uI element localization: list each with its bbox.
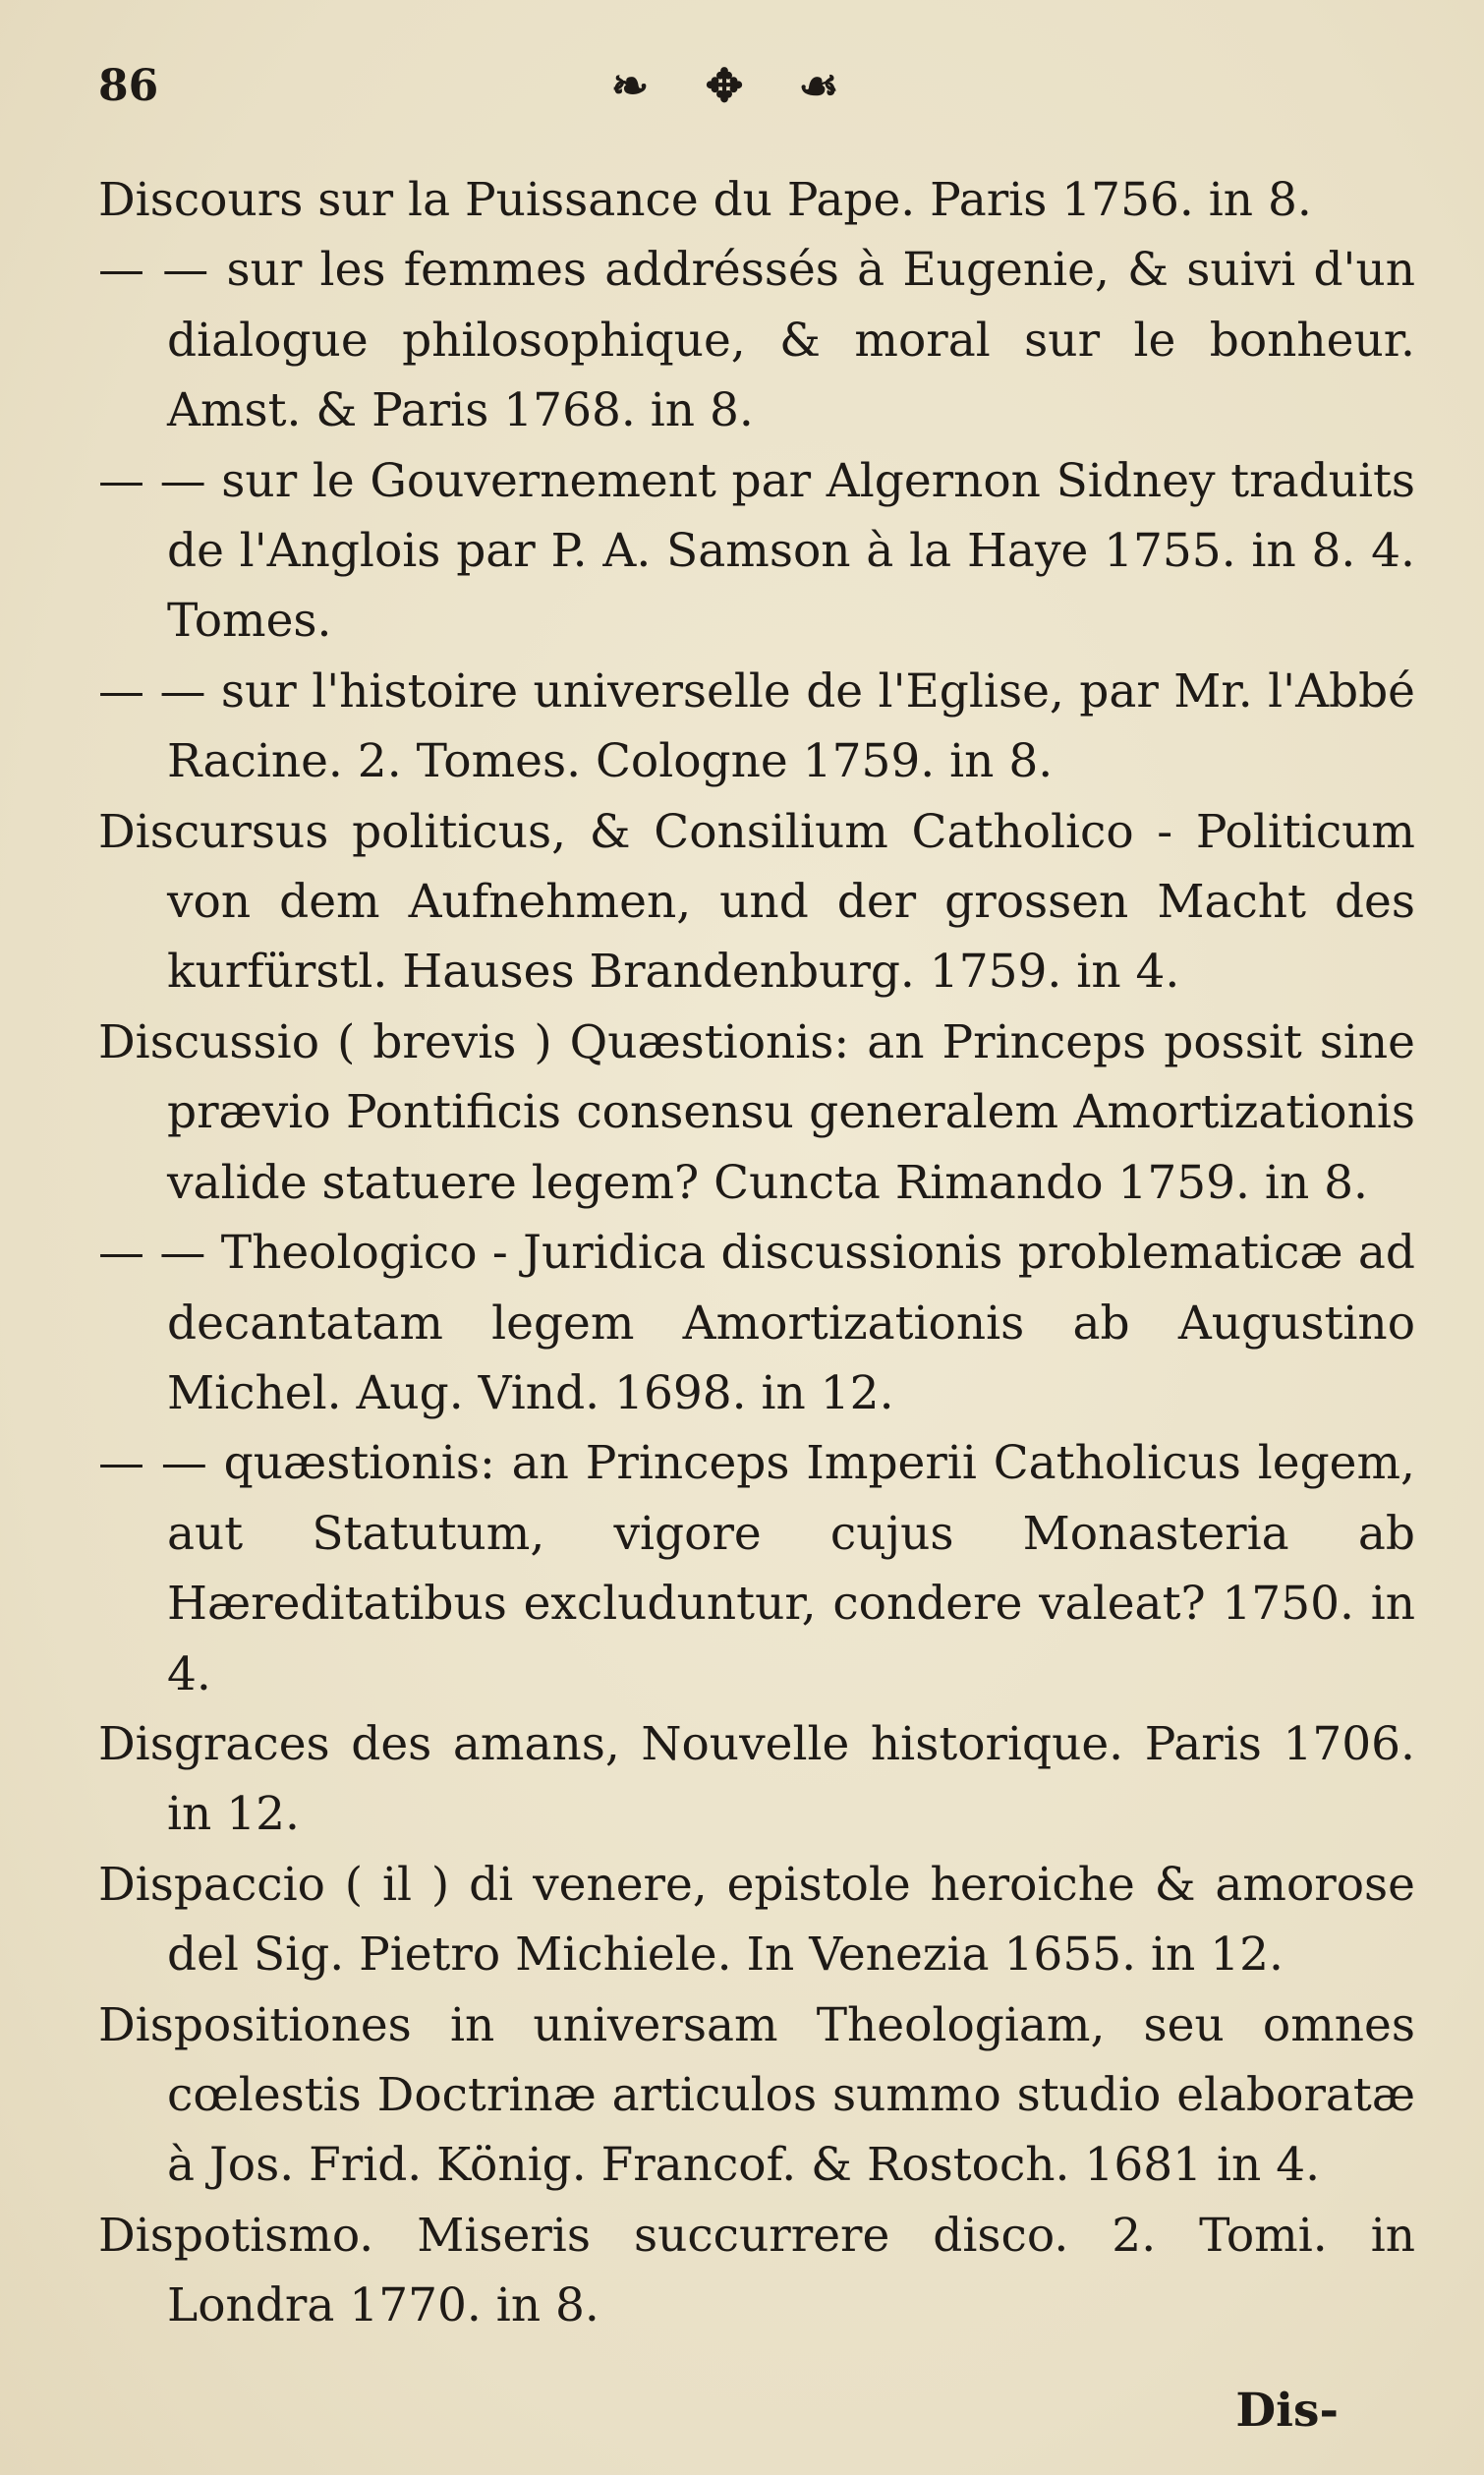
page-number: 86 — [98, 61, 159, 111]
catalog-entry: Dispositiones in universam Theologiam, seu omnes cœlestis Doctrinæ articulos summo studio elaboratæ à Jos. Frid. König. Francof. & Rostoch. 1681 in 4. — [98, 1997, 1415, 2193]
catalog-entry: — — quæstionis: an Princeps Imperii Catholicus legem, aut Statutum, vigore cujus Monasteria ab Hæreditatibus excluduntur, condere valeat? 1750. in 4. — [98, 1436, 1415, 1701]
ornament-left-icon: ❧ — [610, 59, 650, 112]
catalog-entry: Discussio ( brevis ) Quæstionis: an Princeps possit sine prævio Pontificis consensu generalem Amortizationis valide statuere legem? Cuncta Rimando 1759. in 8. — [98, 1014, 1415, 1210]
ornament-right-icon: ☙ — [798, 59, 839, 112]
catalog-entry: — — sur l'histoire universelle de l'Eglise, par Mr. l'Abbé Racine. 2. Tomes. Cologne 1759. in 8. — [98, 663, 1415, 789]
catalog-entry: Discursus politicus, & Consilium Catholico - Politicum von dem Aufnehmen, und der grossen Macht des kurfürstl. Hauses Brandenburg. 1759. in 4. — [98, 804, 1415, 1000]
catalog-entries — [98, 165, 1415, 2341]
catalog-entry: — — sur les femmes addréssés à Eugenie, & suivi d'un dialogue philosophique, & moral sur le bonheur. Amst. & Paris 1768. in 8. — [98, 243, 1415, 438]
catalog-entry: Discours sur la Puissance du Pape. Paris 1756. in 8. — [98, 173, 1312, 227]
catalog-entry: Dispaccio ( il ) di venere, epistole heroiche & amorose del Sig. Pietro Michiele. In Venezia 1655. in 12. — [98, 1857, 1415, 1983]
catalog-entry: Disgraces des amans, Nouvelle historique. Paris 1706. in 12. — [98, 1716, 1415, 1842]
catalog-entry: — — sur le Gouvernement par Algernon Sidney traduits de l'Anglois par P. A. Samson à la Haye 1755. in 8. 4. Tomes. — [98, 453, 1415, 649]
ornament-center-icon: ✥ — [705, 59, 744, 112]
header-ornament — [601, 59, 847, 112]
catalog-entry: — — Theologico - Juridica discussionis problematicæ ad decantatam legem Amortizationis ab Augustino Michel. Aug. Vind. 1698. in 12. — [98, 1226, 1415, 1420]
catchword: Dis- — [1235, 2384, 1339, 2438]
catalog-entry: Dispotismo. Miseris succurrere disco. 2. Tomi. in Londra 1770. in 8. — [98, 2208, 1415, 2333]
